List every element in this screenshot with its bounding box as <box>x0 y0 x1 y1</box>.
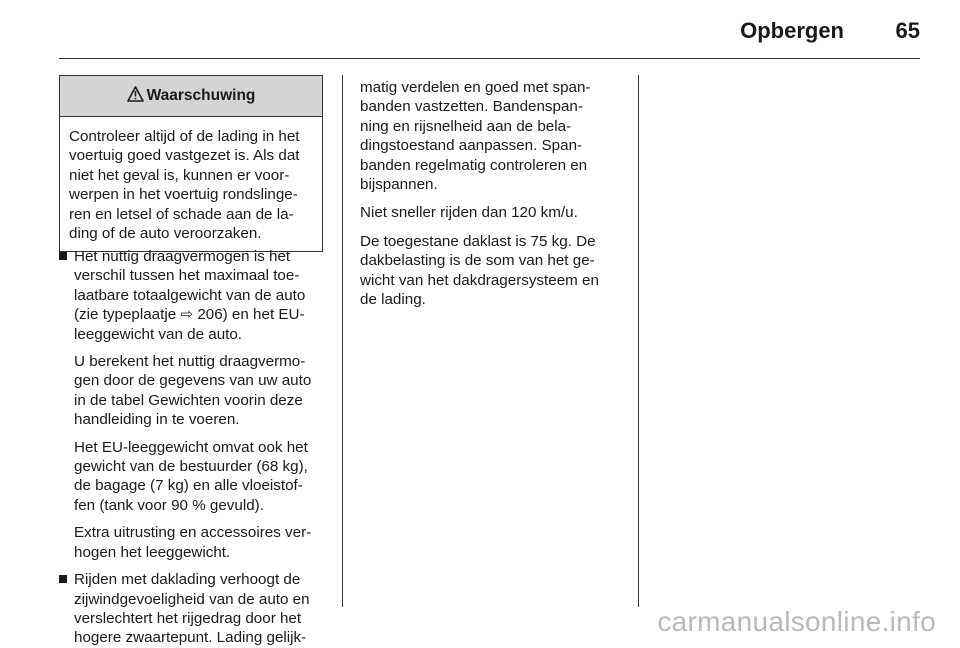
column-divider <box>638 75 639 607</box>
text-line: voertuig goed vastgezet is. Als dat <box>69 147 300 165</box>
page-reference-link[interactable]: (zie typeplaatje ⇨ 206) en het EU- <box>74 306 305 324</box>
page-header <box>0 0 960 62</box>
column-divider <box>342 75 343 607</box>
paragraph <box>74 352 329 430</box>
text-line: dingstoestand aanpassen. Span- <box>360 137 583 155</box>
warning-title: Waarschuwing <box>146 87 256 104</box>
warning-triangle-icon <box>127 86 144 107</box>
text-line: werpen in het voertuig rondslinge- <box>69 186 298 204</box>
text-line: hogen het leeggewicht. <box>74 543 231 561</box>
text-line: hogere zwaartepunt. Lading gelijk- <box>74 629 307 647</box>
text-line: Het nuttig draagvermogen is het <box>74 248 291 265</box>
text-line: verschil tussen het maximaal toe- <box>74 267 300 285</box>
warning-header <box>60 76 322 117</box>
text-line: Rijden met daklading verhoogt de <box>74 571 301 589</box>
paragraph <box>74 247 329 344</box>
text-line: de bagage (7 kg) en alle vloeistof- <box>74 477 303 495</box>
text-line: dakbelasting is de som van het ge- <box>360 252 595 270</box>
text-line: Controleer altijd of de lading in het <box>69 128 300 145</box>
text-line: ding of de auto veroorzaken. <box>69 225 262 243</box>
header-divider <box>59 58 920 59</box>
paragraph <box>360 203 628 222</box>
text-line: banden vastzetten. Bandenspan- <box>360 98 583 116</box>
paragraph <box>360 232 628 310</box>
paragraph <box>74 570 329 648</box>
text-line: leeggewicht van de auto. <box>74 325 243 343</box>
text-line: fen (tank voor 90 % gevuld). <box>74 496 264 514</box>
bullet-list <box>59 247 329 648</box>
text-line: in de tabel Gewichten voorin deze <box>74 391 303 409</box>
text-line: Niet sneller rijden dan 120 km/u. <box>360 204 578 222</box>
text-line: U berekent het nuttig draagvermo- <box>74 353 306 371</box>
text-line: Extra uitrusting en accessoires ver- <box>74 524 312 542</box>
text-line: matig verdelen en goed met span- <box>360 79 591 96</box>
bullet-item-payload <box>59 247 329 562</box>
text-line: gewicht van de bestuurder (68 kg), <box>74 458 308 476</box>
text-line: laatbare totaalgewicht van de auto <box>74 286 306 304</box>
paragraph <box>360 78 628 194</box>
text-line: handleiding in te voeren. <box>74 411 240 429</box>
page-title: Opbergen <box>740 18 844 43</box>
warning-text <box>60 117 322 251</box>
watermark: carmanualsonline.info <box>657 606 936 637</box>
text-line: banden regelmatig controleren en <box>360 156 588 174</box>
page-number: 65 <box>895 18 920 43</box>
paragraph <box>74 438 329 516</box>
text-line: ning en rijsnelheid aan de bela- <box>360 117 572 135</box>
warning-box <box>59 75 323 252</box>
text-line: zijwindgevoeligheid van de auto en <box>74 590 310 608</box>
paragraph <box>74 523 329 562</box>
bullet-item-roof-load <box>59 570 329 648</box>
text-line: De toegestane daklast is 75 kg. De <box>360 232 596 250</box>
text-column-2 <box>360 78 628 309</box>
bullet-square-icon <box>59 575 67 583</box>
text-line: gen door de gegevens van uw auto <box>74 372 312 390</box>
text-line: Het EU-leeggewicht omvat ook het <box>74 438 308 456</box>
text-line: bijspannen. <box>360 176 438 194</box>
bullet-square-icon <box>59 252 67 260</box>
text-line: de lading. <box>360 291 426 309</box>
text-line: niet het geval is, kunnen er voor- <box>69 166 290 184</box>
text-line: wicht van het dakdragersysteem en <box>360 271 599 289</box>
text-line: verslechtert het rijgedrag door het <box>74 609 302 627</box>
text-line: ren en letsel of schade aan de la- <box>69 205 294 223</box>
